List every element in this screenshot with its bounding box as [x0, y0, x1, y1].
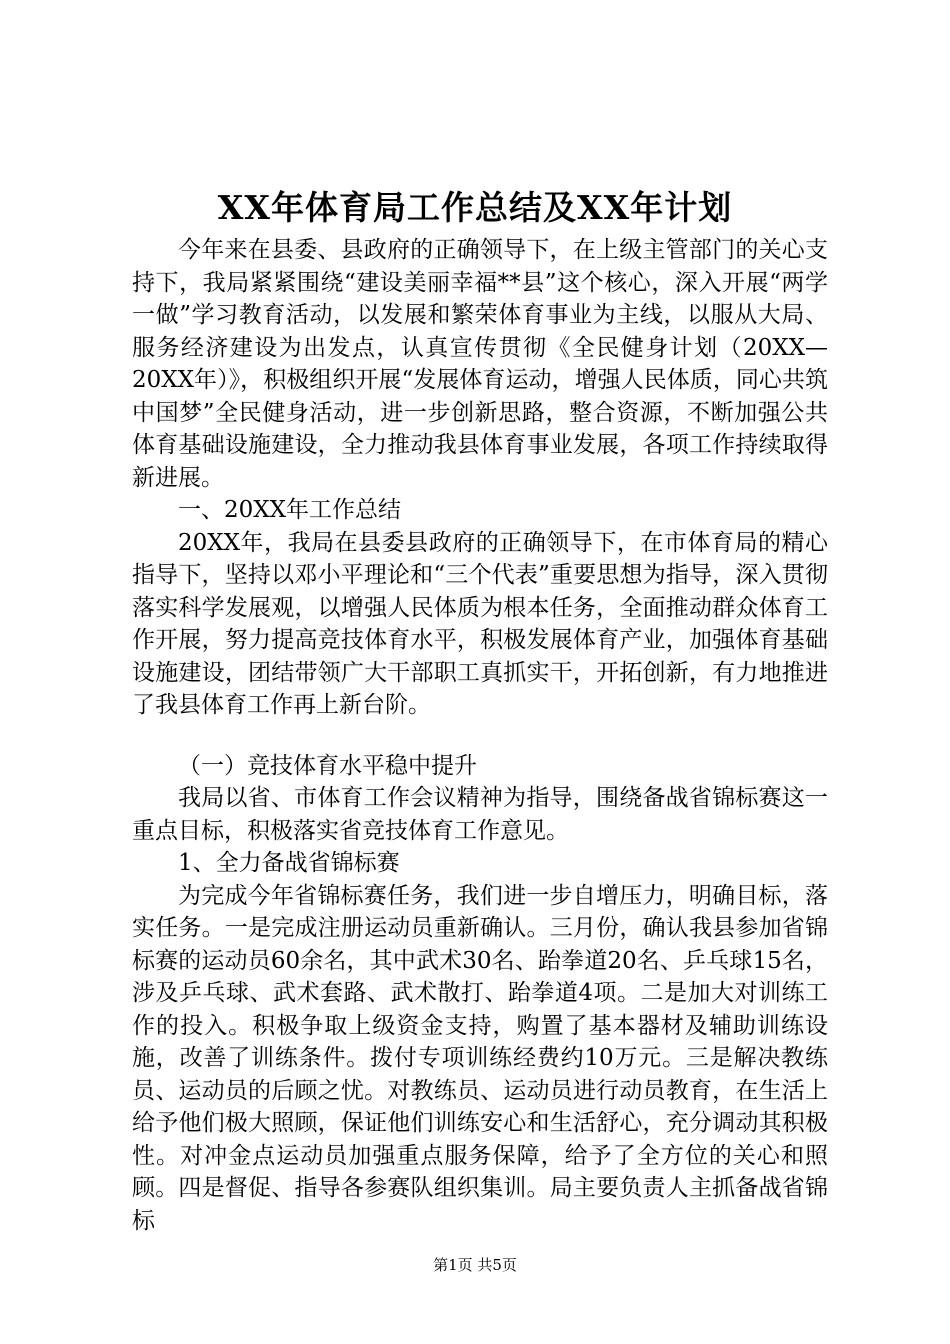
subsection-heading-competitive-sports: （一）竞技体育水平稳中提升 — [178, 752, 477, 779]
document-body — [132, 234, 828, 1237]
document-title: XX年体育局工作总结及XX年计划 — [217, 188, 733, 227]
page-indicator: 第1页 共5页 — [433, 1256, 517, 1274]
paragraph-intro: 今年来在县委、县政府的正确领导下，在上级主管部门的关心支持下，我局紧紧围绕“建设美丽幸福**县”这个核心，深入开展“两学一做”学习教育活动，以发展和繁荣体育事业为主线，以服从大局、服务经济建设为出发点，认真宣传贯彻《全民健身计划（20XX—20XX年）》，积极组织开展“发展体育运动，增强人民体质，同心共筑中国梦”全民健身活动，进一步创新思路，整合资源，不断加强公共体育基础设施建设，全力推动我县体育事业发展，各项工作持续取得新进展。 — [132, 237, 828, 491]
paragraph-summary: 20XX年，我局在县委县政府的正确领导下，在市体育局的精心指导下，坚持以邓小平理论和“三个代表”重要思想为指导，深入贯彻落实科学发展观，以增强人民体质为根本任务，全面推动群众体育工作开展，努力提高竞技体育水平，积极发展体育产业，加强体育基础设施建设，团结带领广大干部职工真抓实干，开拓创新，有力地推进了我县体育工作再上新台阶。 — [132, 529, 828, 718]
item-heading-provincial-championship: 1、全力备战省锦标赛 — [178, 850, 400, 876]
paragraph-provincial-championship: 为完成今年省锦标赛任务，我们进一步自增压力，明确目标，落实任务。一是完成注册运动员重新确认。三月份，确认我县参加省锦标赛的运动员60余名，其中武术30名、跆拳道20名、乒乓球15名，涉及乒乓球、武术套路、武术散打、跆拳道4项。二是加大对训练工作的投入。积极争取上级资金支持，购置了基本器材及辅助训练设施，改善了训练条件。拨付专项训练经费约10万元。三是解决教练员、运动员的后顾之忧。对教练员、运动员进行动员教育，在生活上给予他们极大照顾，保证他们训练安心和生活舒心，充分调动其积极性。对冲金点运动员加强重点服务保障，给予了全方位的关心和照顾。四是督促、指导各参赛队组织集训。局主要负责人主抓备战省锦标 — [132, 882, 828, 1234]
section-heading-summary: 一、20XX年工作总结 — [178, 497, 402, 523]
paragraph-competitive-sports: 我局以省、市体育工作会议精神为指导，围绕备战省锦标赛这一重点目标，积极落实省竞技体育工作意见。 — [132, 785, 828, 844]
